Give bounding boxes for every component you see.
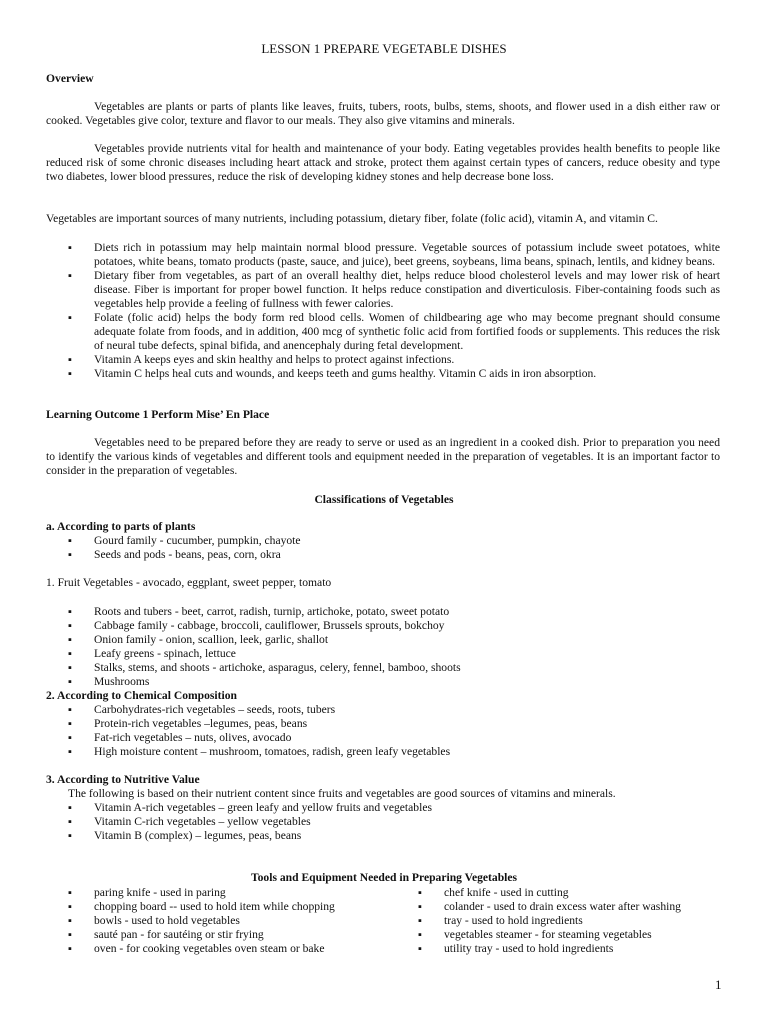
list-item: ▪ High moisture content – mushroom, tomatoes, radish, green leafy vegetables <box>68 745 708 759</box>
fruit-vegetables-line: 1. Fruit Vegetables - avocado, eggplant, sweet pepper, tomato <box>46 576 332 589</box>
list-item: ▪ sauté pan - for sautéing or stir frying <box>68 928 408 942</box>
list-item: ▪ Mushrooms <box>68 675 708 689</box>
tools-left-list <box>68 886 408 956</box>
list-item: ▪ oven - for cooking vegetables oven steam or bake <box>68 942 408 956</box>
overview-paragraph-1: Vegetables are plants or parts of plants like leaves, fruits, tubers, roots, bulbs, stems, shoots, and flower used in a dish either raw or cooked. Vegetables give color, texture and flavor to our meals. They also give vitamins and minerals. <box>46 100 720 127</box>
list-item: ▪ Seeds and pods - beans, peas, corn, okra <box>68 548 708 562</box>
overview-paragraph-3: Vegetables are important sources of many nutrients, including potassium, dietary fiber, folate (folic acid), vitamin A, and vitamin C. <box>46 212 658 225</box>
list-item: ▪ Onion family - onion, scallion, leek, garlic, shallot <box>68 633 708 647</box>
page-number: 1 <box>715 977 722 992</box>
tools-right-list <box>418 886 728 956</box>
list-item: ▪ Dietary fiber from vegetables, as part of an overall healthy diet, helps reduce blood cholesterol levels and may lower risk of heart disease. Fiber is important for proper bowel function. It helps reduce constipation and diverticulosis. Fiber-containing foods such as vegetables help provide a feeling of fullness with fewer calories. <box>68 269 720 311</box>
parts-of-plants-heading: a. According to parts of plants <box>46 520 196 533</box>
list-item: ▪ chopping board -- used to hold item while chopping <box>68 900 408 914</box>
list-item: ▪ colander - used to drain excess water after washing <box>418 900 728 914</box>
list-item: ▪ bowls - used to hold vegetables <box>68 914 408 928</box>
nutrient-bullet-list <box>68 241 720 381</box>
list-item: ▪ Vitamin C-rich vegetables – yellow vegetables <box>68 815 708 829</box>
list-item: ▪ vegetables steamer - for steaming vegetables <box>418 928 728 942</box>
list-item: ▪ Vitamin A keeps eyes and skin healthy and helps to protect against infections. <box>68 353 720 367</box>
learning-outcome-paragraph: Vegetables need to be prepared before they are ready to serve or used as an ingredient in a cooked dish. Prior to preparation you need to identify the various kinds of vegetables and different tools and equipment needed in the preparation of vegetables. It is an important factor to consider in the preparation of vegetables. <box>46 436 720 477</box>
overview-heading: Overview <box>46 72 94 85</box>
list-item: ▪ paring knife - used in paring <box>68 886 408 900</box>
vegetable-types-list <box>68 605 708 689</box>
nutritive-value-heading: 3. According to Nutritive Value <box>46 773 200 786</box>
parts-of-plants-list <box>68 534 708 562</box>
list-item: ▪ chef knife - used in cutting <box>418 886 728 900</box>
nutritive-value-intro: The following is based on their nutrient content since fruits and vegetables are good sources of vitamins and minerals. <box>68 787 616 800</box>
chemical-composition-list <box>68 703 708 759</box>
list-item: ▪ Diets rich in potassium may help maintain normal blood pressure. Vegetable sources of potassium include sweet potatoes, white potatoes, white beans, tomato products (paste, sauce, and juice), beet greens, soybeans, lima beans, spinach, lentils, and kidney beans. <box>68 241 720 269</box>
learning-outcome-heading: Learning Outcome 1 Perform Mise’ En Place <box>46 408 270 421</box>
list-item: ▪ Cabbage family - cabbage, broccoli, cauliflower, Brussels sprouts, bokchoy <box>68 619 708 633</box>
list-item: ▪ Vitamin A-rich vegetables – green leafy and yellow fruits and vegetables <box>68 801 708 815</box>
tools-heading: Tools and Equipment Needed in Preparing Vegetables <box>250 871 518 884</box>
list-item: ▪ Fat-rich vegetables – nuts, olives, avocado <box>68 731 708 745</box>
lesson-title: LESSON 1 PREPARE VEGETABLE DISHES <box>261 41 507 56</box>
list-item: ▪ Vitamin C helps heal cuts and wounds, and keeps teeth and gums healthy. Vitamin C aids in iron absorption. <box>68 367 720 381</box>
classifications-heading: Classifications of Vegetables <box>314 493 454 506</box>
list-item: ▪ Vitamin B (complex) – legumes, peas, beans <box>68 829 708 843</box>
overview-paragraph-2: Vegetables provide nutrients vital for health and maintenance of your body. Eating vegetables provides health benefits to people like reduced risk of some chronic diseases including heart attack and stroke, protect them against certain types of cancers, reduce obesity and type two diabetes, lower blood pressures, reduce the risk of developing kidney stones and help decrease bone loss. <box>46 142 720 183</box>
list-item: ▪ utility tray - used to hold ingredients <box>418 942 728 956</box>
list-item: ▪ tray - used to hold ingredients <box>418 914 728 928</box>
list-item: ▪ Stalks, stems, and shoots - artichoke, asparagus, celery, fennel, bamboo, shoots <box>68 661 708 675</box>
list-item: ▪ Carbohydrates-rich vegetables – seeds, roots, tubers <box>68 703 708 717</box>
nutritive-value-list <box>68 801 708 843</box>
list-item: ▪ Leafy greens - spinach, lettuce <box>68 647 708 661</box>
list-item: ▪ Roots and tubers - beet, carrot, radish, turnip, artichoke, potato, sweet potato <box>68 605 708 619</box>
chemical-composition-heading: 2. According to Chemical Composition <box>46 689 237 702</box>
list-item: ▪ Folate (folic acid) helps the body form red blood cells. Women of childbearing age who may become pregnant should consume adequate folate from foods, and in addition, 400 mcg of synthetic folic acid from fortified foods or supplements. This reduces the risk of neural tube defects, spinal bifida, and anencephaly during fetal development. <box>68 311 720 353</box>
list-item: ▪ Gourd family - cucumber, pumpkin, chayote <box>68 534 708 548</box>
list-item: ▪ Protein-rich vegetables –legumes, peas, beans <box>68 717 708 731</box>
